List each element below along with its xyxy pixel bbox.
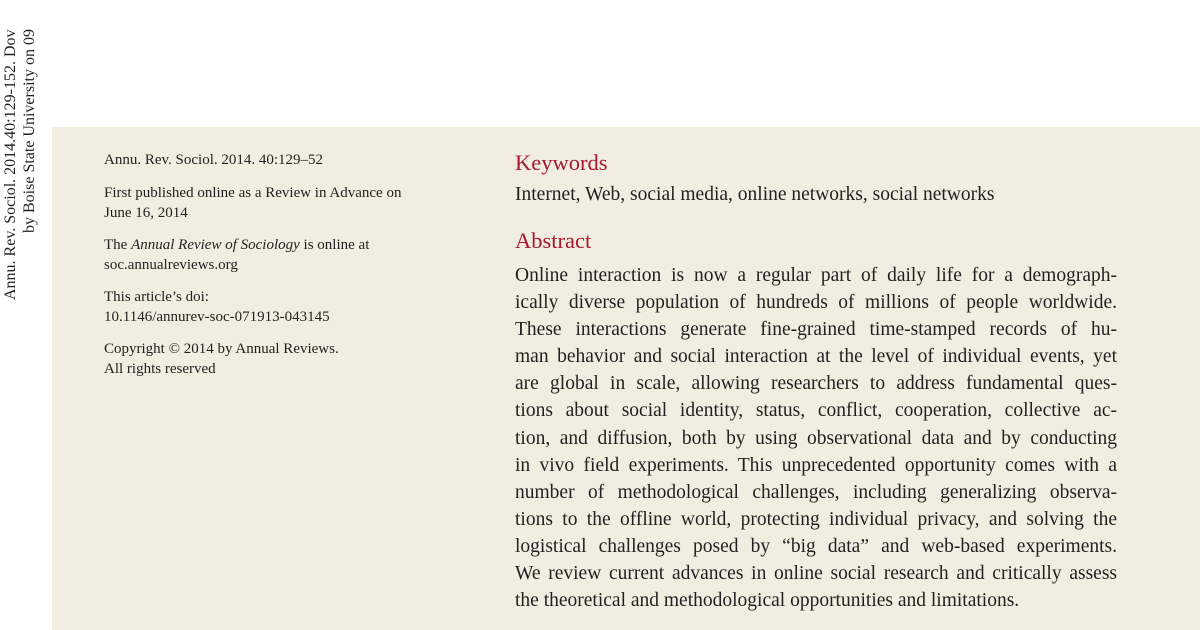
abstract-heading: Abstract xyxy=(515,228,592,253)
abstract-line: Online interaction is now a regular part of daily life for a demograph- xyxy=(515,265,1117,286)
abstract-line: tion, and diffusion, both by using observational data and by conducting xyxy=(515,427,1117,449)
journal-prefix: The xyxy=(104,237,132,253)
abstract-line: We review current advances in online social research and critically assess xyxy=(515,563,1117,585)
copyright-notice: Copyright © 2014 by Annual Reviews. xyxy=(104,341,339,357)
citation-block xyxy=(104,150,464,170)
download-stamp-line-2: by Boise State University on 09 xyxy=(21,29,38,233)
journal-name: Annual Review of Sociology xyxy=(131,237,300,253)
abstract-line: in vivo field experiments. This unprecedented opportunity comes with a xyxy=(515,454,1117,476)
journal-suffix: is online at xyxy=(299,237,370,253)
abstract-line: These interactions generate fine-grained time-stamped records of hu- xyxy=(515,319,1117,341)
journal-online-block xyxy=(104,235,464,275)
download-stamp-line-1: Annu. Rev. Sociol. 2014.40:129-152. Dov xyxy=(2,29,19,300)
abstract-line: ically diverse population of hundreds of millions of people worldwide. xyxy=(515,292,1117,314)
doi-label: This article’s doi: xyxy=(104,289,209,305)
abstract-line: logistical challenges posed by “big data” and web-based experiments. xyxy=(515,535,1117,557)
rights-notice: All rights reserved xyxy=(104,361,216,377)
keywords-heading: Keywords xyxy=(515,150,608,175)
published-online-date: June 16, 2014 xyxy=(104,205,188,221)
copyright-block xyxy=(104,339,464,379)
journal-online-line xyxy=(104,235,464,255)
keywords-abstract-column xyxy=(515,148,1117,614)
abstract-line: man behavior and social interaction at the level of individual events, yet xyxy=(515,346,1117,368)
abstract-line: tions about social identity, status, conflict, cooperation, collective ac- xyxy=(515,400,1117,422)
published-online-label: First published online as a Review in Advance on xyxy=(104,185,402,201)
journal-url: soc.annualreviews.org xyxy=(104,257,238,273)
article-info-column xyxy=(104,150,464,391)
abstract-body xyxy=(515,262,1117,614)
citation: Annu. Rev. Sociol. 2014. 40:129–52 xyxy=(104,152,324,168)
publication-date-block xyxy=(104,183,464,223)
keywords-list: Internet, Web, social media, online networks, social networks xyxy=(515,184,995,205)
doi-value: 10.1146/annurev-soc-071913-043145 xyxy=(104,309,330,325)
abstract-line: tions to the offline world, protecting individual privacy, and solving the xyxy=(515,508,1117,530)
abstract-line: number of methodological challenges, including generalizing observa- xyxy=(515,481,1117,503)
abstract-line: the theoretical and methodological opportunities and limitations. xyxy=(515,590,1020,612)
doi-block xyxy=(104,287,464,327)
download-stamp xyxy=(0,0,52,300)
abstract-line: are global in scale, allowing researchers to address fundamental ques- xyxy=(515,373,1117,395)
